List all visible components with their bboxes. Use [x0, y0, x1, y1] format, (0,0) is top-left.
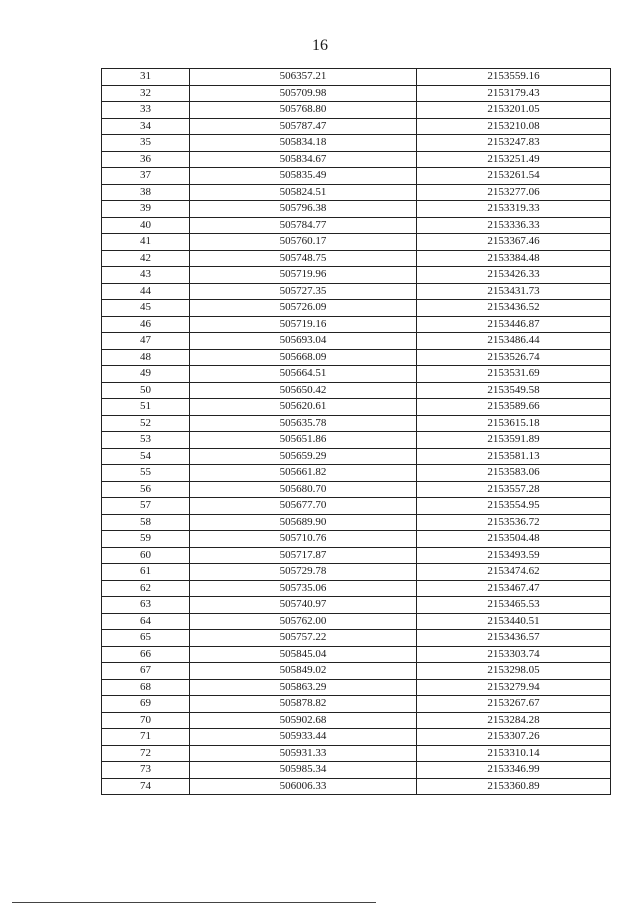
table-row: [102, 630, 611, 647]
y-coordinate-cell: 2153298.05: [417, 663, 611, 680]
point-number-cell: 60: [102, 547, 190, 564]
point-number-cell: 63: [102, 597, 190, 614]
y-coordinate-cell: 2153307.26: [417, 729, 611, 746]
y-coordinate-cell: 2153277.06: [417, 184, 611, 201]
x-coordinate-cell: 505933.44: [190, 729, 417, 746]
point-number-cell: 71: [102, 729, 190, 746]
y-coordinate-cell: 2153436.52: [417, 300, 611, 317]
y-coordinate-cell: 2153319.33: [417, 201, 611, 218]
point-number-cell: 36: [102, 151, 190, 168]
point-number-cell: 38: [102, 184, 190, 201]
y-coordinate-cell: 2153267.67: [417, 696, 611, 713]
table-row: [102, 102, 611, 119]
y-coordinate-cell: 2153431.73: [417, 283, 611, 300]
x-coordinate-cell: 505693.04: [190, 333, 417, 350]
point-number-cell: 44: [102, 283, 190, 300]
point-number-cell: 70: [102, 712, 190, 729]
point-number-cell: 66: [102, 646, 190, 663]
x-coordinate-cell: 505620.61: [190, 399, 417, 416]
point-number-cell: 59: [102, 531, 190, 548]
page-number: 16: [312, 37, 328, 54]
x-coordinate-cell: 505931.33: [190, 745, 417, 762]
point-number-cell: 46: [102, 316, 190, 333]
point-number-cell: 49: [102, 366, 190, 383]
point-number-cell: 68: [102, 679, 190, 696]
x-coordinate-cell: 505835.49: [190, 168, 417, 185]
table-row: [102, 432, 611, 449]
point-number-cell: 37: [102, 168, 190, 185]
x-coordinate-cell: 505762.00: [190, 613, 417, 630]
table-row: [102, 267, 611, 284]
table-row: [102, 151, 611, 168]
y-coordinate-cell: 2153247.83: [417, 135, 611, 152]
footer-rule: [12, 902, 376, 903]
y-coordinate-cell: 2153261.54: [417, 168, 611, 185]
x-coordinate-cell: 505740.97: [190, 597, 417, 614]
table-row: [102, 729, 611, 746]
x-coordinate-cell: 505760.17: [190, 234, 417, 251]
y-coordinate-cell: 2153446.87: [417, 316, 611, 333]
y-coordinate-cell: 2153201.05: [417, 102, 611, 119]
point-number-cell: 55: [102, 465, 190, 482]
point-number-cell: 57: [102, 498, 190, 515]
point-number-cell: 69: [102, 696, 190, 713]
table-row: [102, 201, 611, 218]
y-coordinate-cell: 2153531.69: [417, 366, 611, 383]
y-coordinate-cell: 2153589.66: [417, 399, 611, 416]
y-coordinate-cell: 2153526.74: [417, 349, 611, 366]
x-coordinate-cell: 505650.42: [190, 382, 417, 399]
x-coordinate-cell: 505710.76: [190, 531, 417, 548]
table-row: [102, 118, 611, 135]
table-row: [102, 300, 611, 317]
y-coordinate-cell: 2153559.16: [417, 69, 611, 86]
x-coordinate-cell: 505735.06: [190, 580, 417, 597]
x-coordinate-cell: 505878.82: [190, 696, 417, 713]
x-coordinate-cell: 505834.18: [190, 135, 417, 152]
point-number-cell: 39: [102, 201, 190, 218]
y-coordinate-cell: 2153284.28: [417, 712, 611, 729]
point-number-cell: 65: [102, 630, 190, 647]
x-coordinate-cell: 505668.09: [190, 349, 417, 366]
x-coordinate-cell: 505796.38: [190, 201, 417, 218]
y-coordinate-cell: 2153536.72: [417, 514, 611, 531]
y-coordinate-cell: 2153465.53: [417, 597, 611, 614]
table-row: [102, 564, 611, 581]
table-row: [102, 613, 611, 630]
point-number-cell: 73: [102, 762, 190, 779]
x-coordinate-cell: 505729.78: [190, 564, 417, 581]
y-coordinate-cell: 2153557.28: [417, 481, 611, 498]
table-row: [102, 333, 611, 350]
point-number-cell: 48: [102, 349, 190, 366]
x-coordinate-cell: 505863.29: [190, 679, 417, 696]
point-number-cell: 54: [102, 448, 190, 465]
table-row: [102, 135, 611, 152]
point-number-cell: 35: [102, 135, 190, 152]
table-row: [102, 514, 611, 531]
table-row: [102, 778, 611, 795]
x-coordinate-cell: 505689.90: [190, 514, 417, 531]
y-coordinate-cell: 2153504.48: [417, 531, 611, 548]
x-coordinate-cell: 505902.68: [190, 712, 417, 729]
y-coordinate-cell: 2153440.51: [417, 613, 611, 630]
table-row: [102, 250, 611, 267]
x-coordinate-cell: 505985.34: [190, 762, 417, 779]
point-number-cell: 42: [102, 250, 190, 267]
point-number-cell: 67: [102, 663, 190, 680]
y-coordinate-cell: 2153210.08: [417, 118, 611, 135]
x-coordinate-cell: 505664.51: [190, 366, 417, 383]
point-number-cell: 34: [102, 118, 190, 135]
y-coordinate-cell: 2153549.58: [417, 382, 611, 399]
point-number-cell: 43: [102, 267, 190, 284]
table-row: [102, 498, 611, 515]
point-number-cell: 74: [102, 778, 190, 795]
table-row: [102, 597, 611, 614]
y-coordinate-cell: 2153336.33: [417, 217, 611, 234]
y-coordinate-cell: 2153346.99: [417, 762, 611, 779]
point-number-cell: 50: [102, 382, 190, 399]
table-row: [102, 663, 611, 680]
point-number-cell: 53: [102, 432, 190, 449]
y-coordinate-cell: 2153554.95: [417, 498, 611, 515]
x-coordinate-cell: 505757.22: [190, 630, 417, 647]
table-row: [102, 762, 611, 779]
table-row: [102, 399, 611, 416]
point-number-cell: 61: [102, 564, 190, 581]
x-coordinate-cell: 505717.87: [190, 547, 417, 564]
x-coordinate-cell: 505784.77: [190, 217, 417, 234]
x-coordinate-cell: 505748.75: [190, 250, 417, 267]
coordinates-table-body: [102, 69, 611, 795]
table-row: [102, 382, 611, 399]
table-row: [102, 316, 611, 333]
table-row: [102, 85, 611, 102]
x-coordinate-cell: 505719.96: [190, 267, 417, 284]
x-coordinate-cell: 505824.51: [190, 184, 417, 201]
point-number-cell: 58: [102, 514, 190, 531]
table-row: [102, 580, 611, 597]
point-number-cell: 72: [102, 745, 190, 762]
point-number-cell: 40: [102, 217, 190, 234]
table-row: [102, 415, 611, 432]
x-coordinate-cell: 506357.21: [190, 69, 417, 86]
table-row: [102, 448, 611, 465]
y-coordinate-cell: 2153179.43: [417, 85, 611, 102]
table-row: [102, 283, 611, 300]
y-coordinate-cell: 2153384.48: [417, 250, 611, 267]
point-number-cell: 47: [102, 333, 190, 350]
point-number-cell: 51: [102, 399, 190, 416]
x-coordinate-cell: 505719.16: [190, 316, 417, 333]
point-number-cell: 33: [102, 102, 190, 119]
y-coordinate-cell: 2153303.74: [417, 646, 611, 663]
table-row: [102, 349, 611, 366]
y-coordinate-cell: 2153493.59: [417, 547, 611, 564]
x-coordinate-cell: 505677.70: [190, 498, 417, 515]
table-row: [102, 217, 611, 234]
y-coordinate-cell: 2153486.44: [417, 333, 611, 350]
y-coordinate-cell: 2153310.14: [417, 745, 611, 762]
point-number-cell: 32: [102, 85, 190, 102]
x-coordinate-cell: 505768.80: [190, 102, 417, 119]
point-number-cell: 31: [102, 69, 190, 86]
x-coordinate-cell: 505727.35: [190, 283, 417, 300]
table-row: [102, 184, 611, 201]
table-row: [102, 679, 611, 696]
table-row: [102, 481, 611, 498]
table-row: [102, 531, 611, 548]
x-coordinate-cell: 506006.33: [190, 778, 417, 795]
x-coordinate-cell: 505661.82: [190, 465, 417, 482]
table-row: [102, 168, 611, 185]
y-coordinate-cell: 2153436.57: [417, 630, 611, 647]
y-coordinate-cell: 2153581.13: [417, 448, 611, 465]
point-number-cell: 52: [102, 415, 190, 432]
y-coordinate-cell: 2153467.47: [417, 580, 611, 597]
x-coordinate-cell: 505787.47: [190, 118, 417, 135]
x-coordinate-cell: 505651.86: [190, 432, 417, 449]
point-number-cell: 62: [102, 580, 190, 597]
x-coordinate-cell: 505726.09: [190, 300, 417, 317]
table-row: [102, 366, 611, 383]
table-row: [102, 646, 611, 663]
table-row: [102, 712, 611, 729]
x-coordinate-cell: 505635.78: [190, 415, 417, 432]
table-row: [102, 547, 611, 564]
x-coordinate-cell: 505709.98: [190, 85, 417, 102]
y-coordinate-cell: 2153279.94: [417, 679, 611, 696]
y-coordinate-cell: 2153615.18: [417, 415, 611, 432]
point-number-cell: 56: [102, 481, 190, 498]
x-coordinate-cell: 505834.67: [190, 151, 417, 168]
y-coordinate-cell: 2153360.89: [417, 778, 611, 795]
y-coordinate-cell: 2153583.06: [417, 465, 611, 482]
point-number-cell: 64: [102, 613, 190, 630]
point-number-cell: 41: [102, 234, 190, 251]
table-row: [102, 745, 611, 762]
y-coordinate-cell: 2153591.89: [417, 432, 611, 449]
x-coordinate-cell: 505680.70: [190, 481, 417, 498]
point-number-cell: 45: [102, 300, 190, 317]
y-coordinate-cell: 2153251.49: [417, 151, 611, 168]
coordinates-table: [101, 68, 611, 795]
x-coordinate-cell: 505845.04: [190, 646, 417, 663]
y-coordinate-cell: 2153474.62: [417, 564, 611, 581]
x-coordinate-cell: 505849.02: [190, 663, 417, 680]
y-coordinate-cell: 2153367.46: [417, 234, 611, 251]
y-coordinate-cell: 2153426.33: [417, 267, 611, 284]
table-row: [102, 696, 611, 713]
table-row: [102, 69, 611, 86]
table-row: [102, 465, 611, 482]
table-row: [102, 234, 611, 251]
x-coordinate-cell: 505659.29: [190, 448, 417, 465]
